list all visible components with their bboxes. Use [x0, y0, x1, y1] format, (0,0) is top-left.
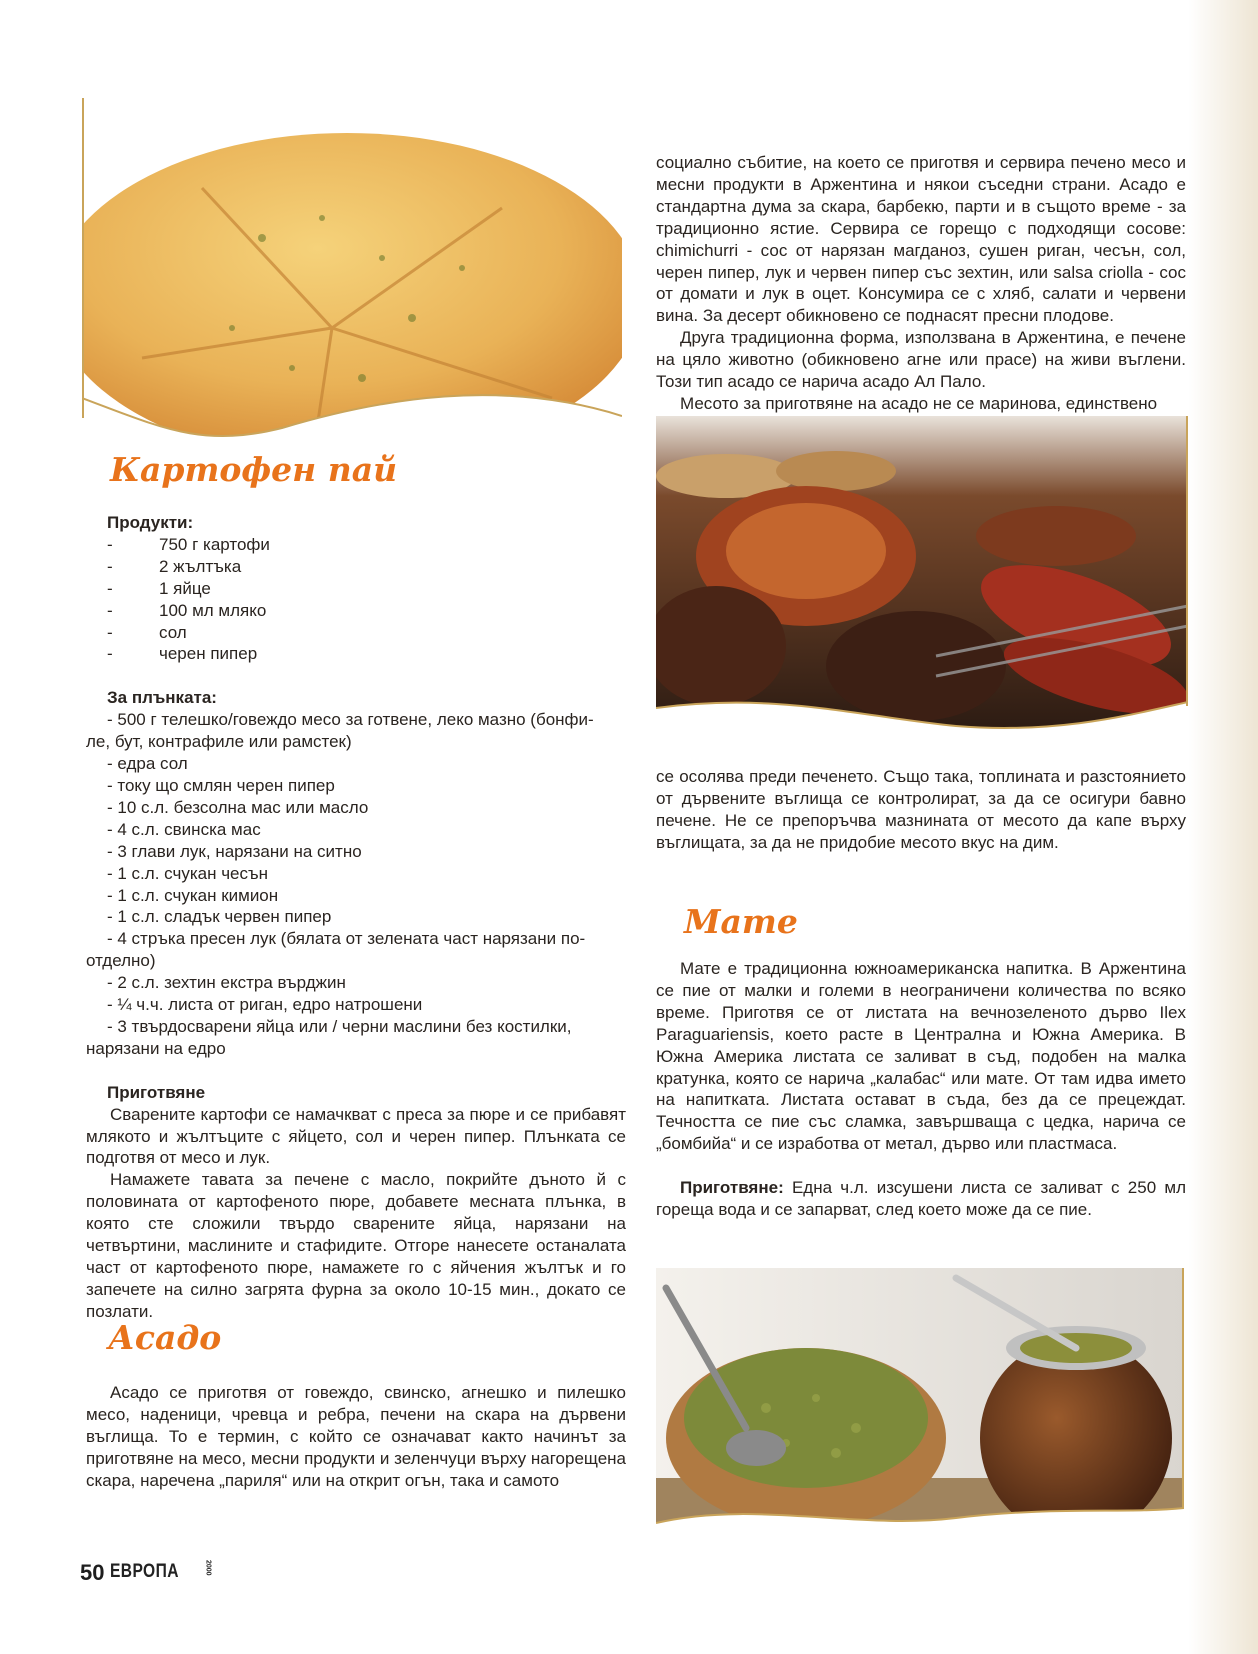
- filling-item-cont: нарязани на едро: [86, 1038, 226, 1058]
- potato-pie-title: Картофен пай: [110, 450, 398, 489]
- pie-recipe-column: [86, 512, 626, 1323]
- filling-item: - едра сол: [107, 754, 188, 774]
- preparation-heading: Приготвяне: [107, 1082, 206, 1102]
- magazine-logo: ЕВРОПА: [110, 1561, 180, 1582]
- potato-pie-photo: [82, 98, 622, 440]
- mate-column: [656, 958, 1186, 1221]
- list-item: - 750 г картофи: [107, 534, 270, 554]
- preparation-paragraph: Намажете тавата за печене с масло, покрийте дъното й с половината от картофеното пюре, добавете месната плънка, в която сте сложили твърдо сварените яйца, нарязани на четвъртини, маслините и стафидите. Отгоре нанесете останалата част от картофеното пюре, намажете го с яйчения жълтък и го запечете на силно загрята фурна за около 10-15 мин., докато се позлати.: [86, 1170, 626, 1321]
- filling-item: - 3 глави лук, нарязани на ситно: [107, 841, 362, 861]
- mate-prep-label: Приготвяне:: [680, 1178, 784, 1198]
- filling-item: - 1 с.л. счукан чесън: [107, 863, 269, 883]
- asado-paragraph: Друга традиционна форма, използвана в Аржентина, е печене на цяло животно (обикновено агне или прасе) на живи въглени. Този тип асадо се нарича асадо Ал Пало.: [656, 328, 1186, 392]
- mate-prep-text: Една ч.л. изсушени листа се заливат с 250 мл гореща вода и се запарват, след което може да се пие.: [656, 1178, 1186, 1220]
- page-footer: [80, 1560, 220, 1586]
- asado-intro-column: [86, 1382, 626, 1492]
- mate-photo: [656, 1268, 1184, 1548]
- list-item: - 2 жълтъка: [107, 556, 242, 576]
- list-item: - черен пипер: [107, 644, 258, 664]
- list-item: - 100 мл мляко: [107, 600, 267, 620]
- filling-item: - 2 с.л. зехтин екстра върджин: [107, 973, 346, 993]
- filling-item: - 1 с.л. счукан кимион: [107, 885, 279, 905]
- asado-end-column: [656, 766, 1186, 854]
- mate-paragraph: Мате е традиционна южноамериканска напитка. В Аржентина се пие от малки и големи в неограничени количества по всяко време. Приготвя се от листата на вечнозеленото дърво Ilex Paraguariensis, което расте в Централна и Южна Америка. В Южна Америка листата се заливат в съд, подобен на малка кратунка, която се нарича „калабас“ или мате. От там идва името на напитката. Листата остават в съда, без да се прецеждат. Течността се пие със сламка, завършваща с цедка, нарича се „бомбийа“ и се изработва от метал, дърво или пластмаса.: [656, 959, 1186, 1154]
- filling-item: - 4 с.л. свинска мас: [107, 819, 261, 839]
- filling-item: - току що смлян черен пипер: [107, 775, 335, 795]
- filling-heading: За плънката:: [107, 688, 217, 708]
- asado-paragraph: социално събитие, на което се приготвя и сервира печено месо и месни продукти в Аржентина и някои съседни страни. Асадо е стандартна дума за скара, барбекю, парти и в същото време - за традиционно ястие. Сервира се горещо с подходящи сосове: chimichurri - сос от нарязан магданоз, сушен риган, чесън, сол, черен пипер, лук и червен пипер със зехтин, или salsa criolla - сос от домати и лук в оцет. Консумира се с хляб, салати и червени вина. За десерт обикновено се поднасят пресни плодове.: [656, 153, 1186, 326]
- asado-grill-photo: [656, 416, 1188, 736]
- page-edge-shade: [1188, 0, 1258, 1654]
- preparation-paragraph: Сварените картофи се намачкват с преса за пюре и се прибавят млякото и жълтъците с яйцето, сол и черен пипер. Плънката се подготвя от месо и лук.: [86, 1104, 626, 1168]
- asado-paragraph: Асадо се приготвя от говеждо, свинско, агнешко и пилешко месо, наденици, чревца и ребра, печени на скара на дървени въглища. То е термин, с който се означават както начинът за приготвяне на месо, месни продукти и зеленчуци върху нагорещена скара, наречена „париля“ или на открит огън, така и самото: [86, 1383, 626, 1490]
- filling-item: - 3 твърдосварени яйца или / черни маслини без костилки,: [107, 1016, 572, 1036]
- filling-item-cont: отделно): [86, 951, 156, 971]
- mate-preparation: [656, 1177, 1186, 1221]
- filling-item: - 4 стръка пресен лук (бялата от зелената част нарязани по-: [107, 929, 586, 949]
- list-item: - 1 яйце: [107, 578, 211, 598]
- filling-item: - 1 с.л. сладък червен пипер: [107, 907, 332, 927]
- magazine-logo-tag: 2000: [204, 1560, 212, 1576]
- products-heading: Продукти:: [107, 513, 194, 532]
- mate-title: Мате: [684, 902, 798, 941]
- list-item: - сол: [107, 622, 187, 642]
- asado-paragraph: Месото за приготвяне на асадо не се маринова, единствено: [680, 393, 1158, 413]
- filling-item: - 10 с.л. безсолна мас или масло: [107, 797, 369, 817]
- filling-item: - 500 г телешко/говеждо месо за готвене, леко мазно (бонфи-: [107, 710, 594, 730]
- asado-paragraph: се осолява преди печенето. Също така, топлината и разстоянието от дървените въглища се контролират, за да се осигури бавно печене. Не се препоръчва мазнината от месото да капе върху въглищата, за да не придобие месото вкус на дим.: [656, 767, 1186, 852]
- asado-title: Асадо: [108, 1318, 222, 1357]
- asado-continued-column: [656, 152, 1186, 415]
- filling-item: - ¼ ч.ч. листа от риган, едро натрошени: [107, 995, 423, 1015]
- page-number: 50: [80, 1560, 105, 1585]
- products-list: [86, 534, 626, 665]
- filling-item-cont: ле, бут, контрафиле или рамстек): [86, 732, 352, 752]
